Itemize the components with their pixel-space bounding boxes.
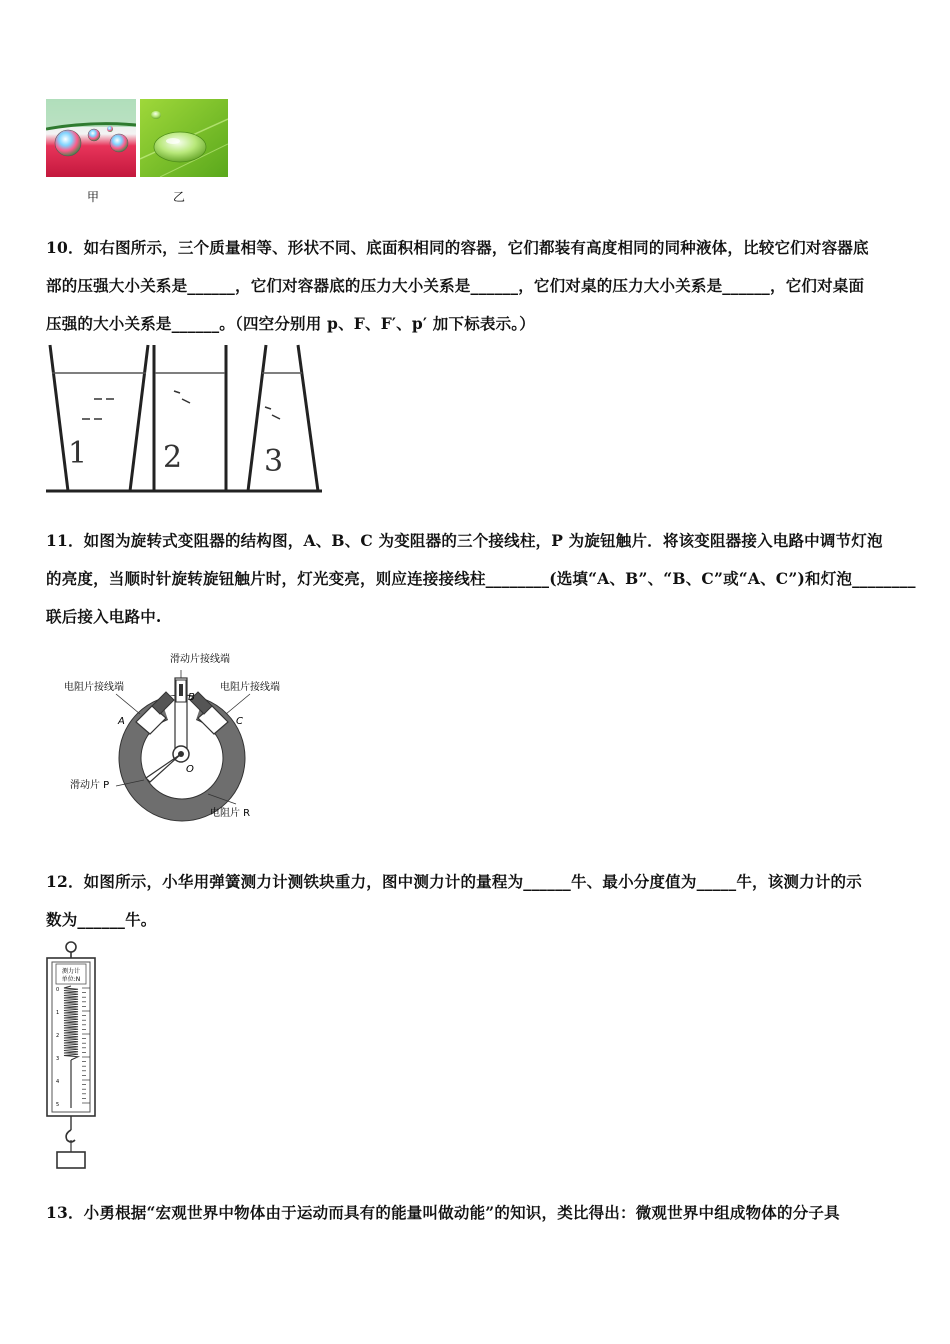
tick-label-0: 0 [56, 987, 60, 993]
three-containers-figure [46, 343, 326, 495]
tick-label-2: 2 [56, 1033, 60, 1039]
container-2-label: 2 [163, 440, 183, 475]
question-10-line-1: 10．如右图所示，三个质量相等、形状不同、底面积相同的容器，它们都装有高度相同的同种液体，比较它们对容器底 [46, 238, 869, 257]
label-b: B [188, 692, 195, 703]
container-3-label: 3 [264, 444, 284, 479]
container-3 [248, 345, 318, 491]
spring-scale-figure [44, 940, 98, 1172]
question-10-line-2: 部的压强大小关系是______，它们对容器底的压力大小关系是______，它们对桌的压力大小关系是______，它们对桌面 [46, 276, 865, 295]
photo-jia-dewdrops [46, 99, 136, 177]
question-11-line-1: 11．如图为旋转式变阻器的结构图，A、B、C 为变阻器的三个接线柱，P 为旋钮触片．将该变阻器接入电路中调节灯泡 [46, 531, 883, 550]
question-12-line-1: 12．如图所示，小华用弹簧测力计测铁块重力，图中测力计的量程为______牛、最小分度值为_____牛，该测力计的示 [46, 872, 862, 891]
tick-label-1: 1 [56, 1010, 60, 1016]
photo-caption-jia: 甲 [87, 190, 100, 204]
question-11-line-3: 联后接入电路中. [46, 607, 162, 626]
rotary-rheostat-figure [60, 648, 310, 826]
label-a: A [118, 716, 125, 727]
tick-label-4: 4 [56, 1079, 60, 1085]
container-1 [50, 345, 148, 491]
top-ring [66, 942, 76, 952]
label-left-resistor-terminal: 电阻片接线端 [64, 682, 124, 693]
label-slider: 滑动片 P [70, 780, 110, 791]
question-12-line-2: 数为______牛。 [46, 910, 157, 929]
meter-title-2: 单位:N [61, 976, 81, 983]
photo-caption-yi: 乙 [173, 190, 186, 204]
label-o: O [186, 764, 194, 775]
label-resistor: 电阻片 R [210, 808, 251, 819]
container-1-label: 1 [68, 436, 88, 471]
container-2 [154, 345, 226, 491]
tick-label-3: 3 [56, 1056, 60, 1062]
label-slider-terminal: 滑动片接线端 [170, 654, 230, 665]
question-13-line-1: 13．小勇根据“宏观世界中物体由于运动而具有的能量叫做动能”的知识，类比得出：微观世界中组成物体的分子具 [46, 1203, 840, 1222]
label-c: C [236, 716, 243, 727]
meter-title-1: 测力计 [61, 968, 81, 975]
terminal-b [175, 678, 187, 748]
iron-block [57, 1152, 85, 1168]
question-11-line-2: 的亮度，当顺时针旋转旋钮触片时，灯光变亮，则应连接接线柱________(选填“A、B”、“B、C”或“A、C”)和灯泡________ [46, 569, 916, 588]
photo-yi-leaf-droplet [140, 99, 228, 177]
tick-label-5: 5 [56, 1102, 60, 1108]
question-10-line-3: 压强的大小关系是______。（四空分别用 p、F、F′、p′ 加下标表示。） [46, 314, 535, 333]
label-right-resistor-terminal: 电阻片接线端 [220, 682, 280, 693]
